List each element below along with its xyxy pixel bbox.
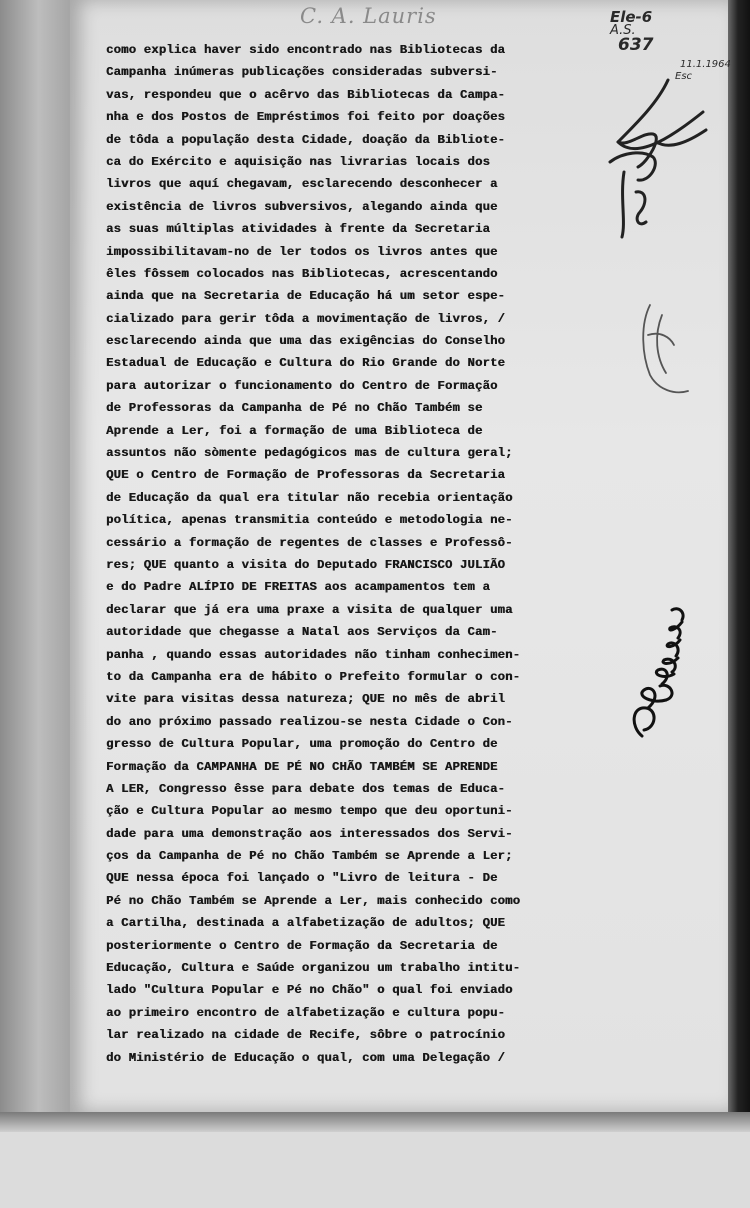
text-line: declarar que já era uma praxe a visita de qualquer uma — [106, 602, 513, 617]
text-line: cializado para gerir tôda a movimentação de livros, / — [106, 311, 506, 326]
text-line: lado "Cultura Popular e Pé no Chão" o qual foi enviado — [106, 983, 513, 998]
text-line: do ano próximo passado realizou-se nesta Cidade o Con- — [106, 714, 513, 729]
text-line: para autorizar o funcionamento do Centro de Formação — [106, 378, 498, 393]
signature-icon — [622, 596, 702, 746]
text-line: as suas múltiplas atividades à frente da Secretaria — [106, 222, 490, 237]
text-line: existência de livros subversivos, alegando ainda que — [106, 199, 498, 214]
text-line: nha e dos Postos de Empréstimos foi feito por doações — [106, 110, 506, 125]
paraph-mark-icon — [630, 295, 700, 405]
text-line: impossibilitavam-no de ler todos os livros antes que — [106, 244, 498, 259]
text-line: gresso de Cultura Popular, uma promoção do Centro de — [106, 737, 498, 752]
text-line: ao primeiro encontro de alfabetização e cultura popu- — [106, 1005, 506, 1020]
text-line: ca do Exército e aquisição nas livrarias locais dos — [106, 154, 490, 169]
text-line: cessário a formação de regentes de classes e Professô- — [106, 535, 513, 550]
text-line: Estadual de Educação e Cultura do Rio Grande do Norte — [106, 356, 506, 371]
text-line: livros que aquí chegavam, esclarecendo desconhecer a — [106, 177, 498, 192]
text-line: Pé no Chão Também se Aprende a Ler, mais conhecido como — [106, 893, 521, 908]
text-line: Formação da CAMPANHA DE PÉ NO CHÃO TAMBÉM SE APRENDE — [106, 759, 498, 774]
text-line: lar realizado na cidade de Recife, sôbre o patrocínio — [106, 1028, 506, 1043]
scan-margin — [0, 1132, 750, 1208]
text-line: vas, respondeu que o acêrvo das Bibliotecas da Campa- — [106, 87, 506, 102]
text-line: como explica haver sido encontrado nas Bibliotecas da — [106, 43, 506, 57]
bottom-shadow — [0, 1112, 750, 1132]
text-line: ainda que na Secretaria de Educação há um setor espe- — [106, 289, 506, 304]
text-line: QUE o Centro de Formação de Professoras da Secretaria — [106, 468, 506, 483]
margin-notes — [610, 8, 731, 82]
text-line: ços da Campanha de Pé no Chão Também se Aprende a Ler; — [106, 849, 513, 864]
handwritten-header: C. A. Lauris — [300, 4, 437, 28]
text-line: posteriormente o Centro de Formação da Secretaria de — [106, 938, 498, 953]
margin-note-4: Esc — [675, 71, 693, 82]
text-line: to da Campanha era de hábito o Prefeito formular o con- — [106, 669, 521, 684]
text-line: ção e Cultura Popular ao mesmo tempo que deu oportuni- — [106, 804, 513, 819]
text-line: êles fôssem colocados nas Bibliotecas, acrescentando — [106, 266, 498, 281]
text-line: e do Padre ALÍPIO DE FREITAS aos acampamentos tem a — [106, 580, 490, 595]
text-line: de Educação da qual era titular não recebia orientação — [106, 490, 513, 505]
text-line: a Cartilha, destinada a alfabetização de adultos; QUE — [106, 916, 506, 931]
text-line: autoridade que chegasse a Natal aos Serviços da Cam- — [106, 625, 498, 640]
text-line: Campanha inúmeras publicações consideradas subversi- — [106, 65, 498, 80]
document-body — [106, 39, 606, 1069]
text-line: dade para uma demonstração aos interessados dos Servi- — [106, 826, 513, 841]
text-line: esclarecendo ainda que uma das exigências do Conselho — [106, 334, 506, 349]
text-line: do Ministério de Educação o qual, com uma Delegação / — [106, 1050, 506, 1065]
margin-note-3: 11.1.1964 — [680, 59, 731, 70]
text-line: de Professoras da Campanha de Pé no Chão Também se — [106, 401, 483, 416]
margin-note-2: A.S. — [610, 23, 636, 38]
text-line: vite para visitas dessa natureza; QUE no mês de abril — [106, 692, 506, 707]
text-line: A LER, Congresso êsse para debate dos temas de Educa- — [106, 781, 506, 796]
text-line: res; QUE quanto a visita do Deputado FRANCISCO JULIÃO — [106, 557, 506, 572]
margin-signature-icon — [598, 72, 718, 242]
text-line: assuntos não sòmente pedagógicos mas de cultura geral; — [106, 446, 513, 461]
binding-shadow — [0, 0, 70, 1120]
text-line: panha , quando essas autoridades não tinham conhecimen- — [106, 647, 521, 662]
margin-note-1: Ele-6 — [610, 8, 653, 26]
text-line: Educação, Cultura e Saúde organizou um trabalho intitu- — [106, 961, 521, 976]
page-number: 637 — [618, 35, 654, 55]
text-line: de tôda a população desta Cidade, doação da Bibliote- — [106, 132, 506, 147]
right-edge-shadow — [728, 0, 750, 1120]
text-line: política, apenas transmitia conteúdo e metodologia ne- — [106, 513, 513, 528]
text-line: Aprende a Ler, foi a formação de uma Biblioteca de — [106, 423, 483, 438]
text-line: QUE nessa época foi lançado o "Livro de leitura - De — [106, 871, 498, 886]
